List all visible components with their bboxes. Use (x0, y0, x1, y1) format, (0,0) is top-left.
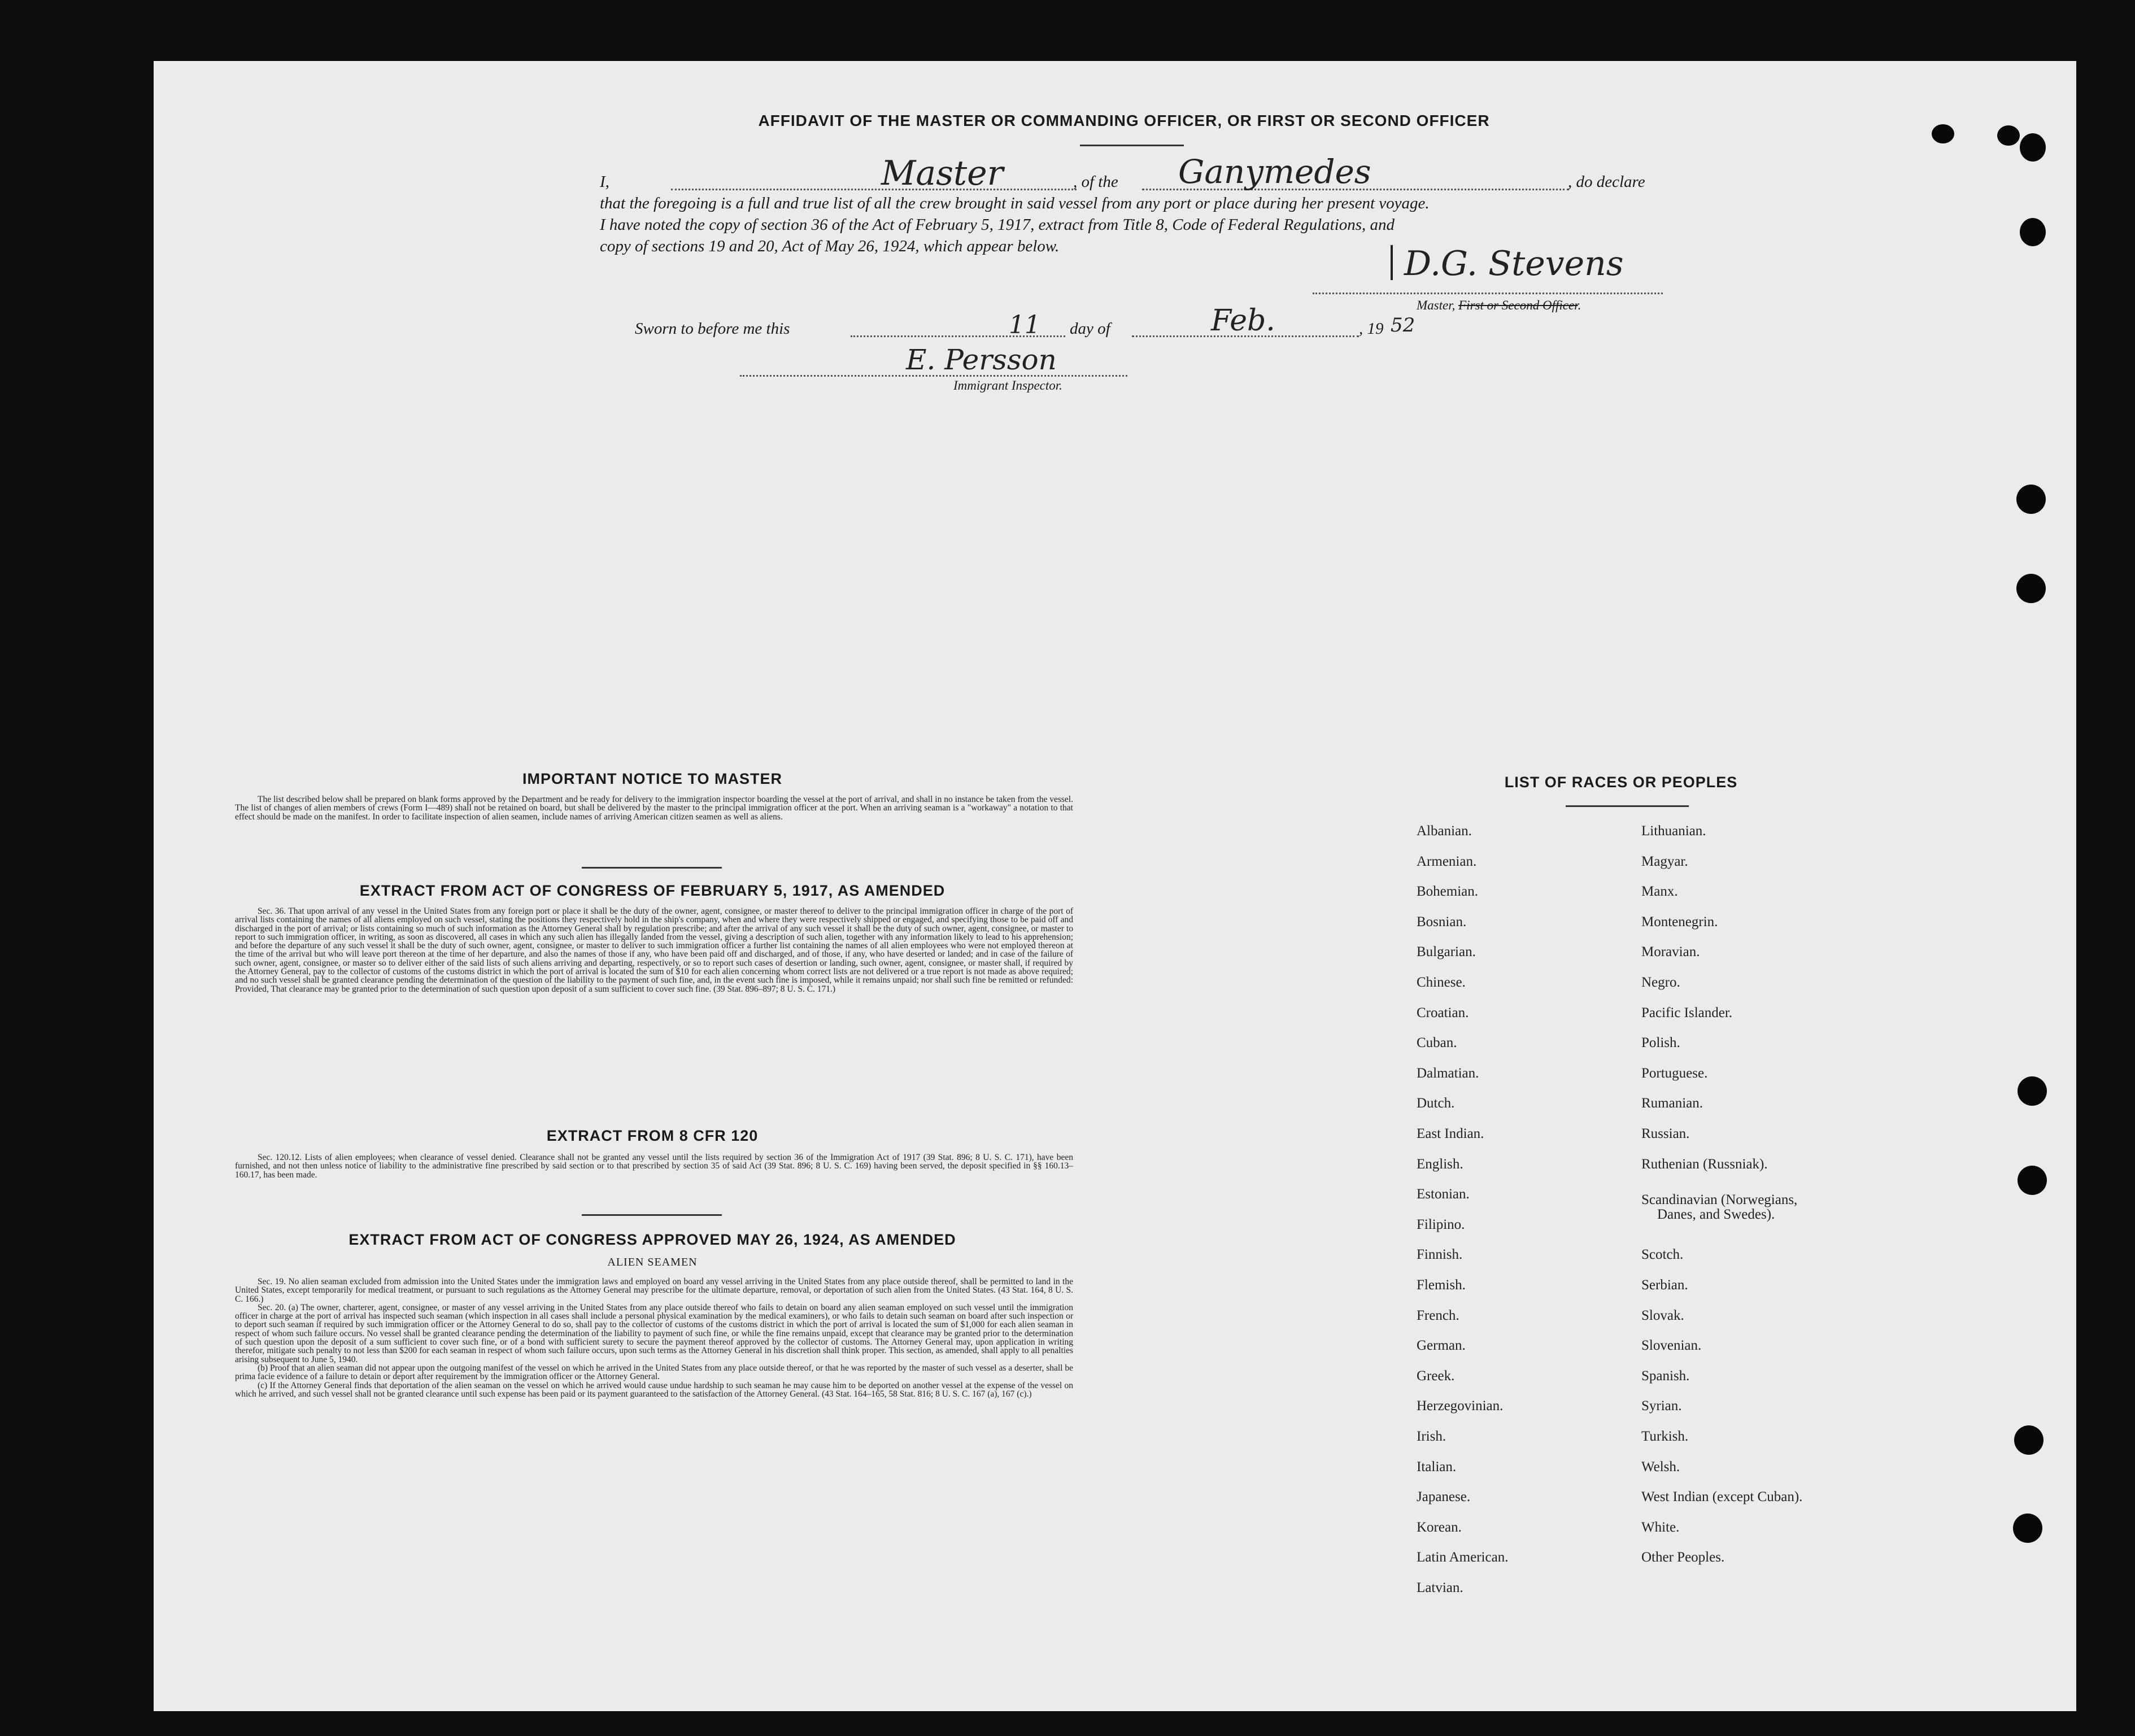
punch-hole (2020, 133, 2046, 162)
race-entry: French. (1417, 1307, 1459, 1323)
race-entry: Slovenian. (1641, 1338, 1702, 1354)
day-of-label: day of (1070, 320, 1110, 338)
race-entry: Lithuanian. (1641, 823, 1706, 839)
affidavit-line-4: copy of sections 19 and 20, Act of May 26, 1924, which appear below. (600, 237, 1060, 255)
divider (582, 867, 722, 869)
punch-hole (2020, 218, 2046, 246)
race-entry: Negro. (1641, 975, 1680, 990)
race-entry: Estonian. (1417, 1187, 1470, 1202)
sworn-month: Feb. (1211, 304, 1275, 338)
affidavit-title: AFFIDAVIT OF THE MASTER OR COMMANDING OFFICER, OR FIRST OR SECOND OFFICER (758, 112, 1490, 129)
signature-line (1313, 293, 1663, 294)
race-entry: Bohemian. (1417, 884, 1479, 900)
race-entry: English. (1417, 1156, 1463, 1172)
alien-seamen-subtitle: ALIEN SEAMEN (607, 1256, 698, 1268)
master-caption-suffix: . (1578, 298, 1581, 312)
inspector-caption: Immigrant Inspector. (953, 378, 1062, 392)
race-entry: Bosnian. (1417, 914, 1467, 930)
race-entry: Korean. (1417, 1519, 1462, 1535)
race-entry: Montenegrin. (1641, 914, 1718, 930)
extract-1917-body (235, 907, 1073, 993)
race-entry: Japanese. (1417, 1489, 1471, 1505)
punch-hole (2018, 1076, 2047, 1106)
punch-hole (2018, 1166, 2047, 1195)
race-entry: Polish. (1641, 1035, 1680, 1051)
race-entry: Herzegovinian. (1417, 1398, 1504, 1414)
race-entry: Cuban. (1417, 1035, 1457, 1051)
master-name: Master (881, 154, 1004, 193)
race-entry: East Indian. (1417, 1126, 1484, 1141)
race-entry: Danes, and Swedes). (1657, 1207, 1775, 1223)
race-entry: Serbian. (1641, 1277, 1688, 1293)
extract-1924-sec19: Sec. 19. No alien seaman excluded from admission into the United States under the immigration laws and employed on board any vessel arriving in the United States from any place outside thereof, shall be permitted to land in the United States, except temporarily for medical treatment, or pursuant to such regulations as the Attorney General may prescribe for the ultimate departure, removal, or deportation of such alien from the United States. (43 Stat. 164, 8 U. S. C. 166.) (235, 1277, 1073, 1304)
race-entry: Rumanian. (1641, 1096, 1703, 1111)
master-caption-prefix: Master, (1417, 298, 1459, 312)
extract-1924-body (235, 1277, 1073, 1398)
punch-hole (2016, 485, 2046, 514)
name-line (671, 189, 1077, 190)
sworn-day: 11 (1009, 311, 1040, 339)
race-entry: Ruthenian (Russniak). (1641, 1156, 1768, 1172)
race-entry: Turkish. (1641, 1429, 1689, 1444)
do-declare-label: , do declare (1568, 173, 1645, 191)
notice-paragraph: The list described below shall be prepared on blank forms approved by the Department and be ready for delivery to the immigration inspector boarding the vessel at the port of arrival, and shall in no instance be taken from the vessel. The list of changes of alien members of crews (Form I—489) shall not be retained on board, but shall be delivered by the master to the principal immigration officer at the port. When an arriving seaman is a "workaway" a notation to that effect should be made on the manifest. In order to facilitate inspection of alien seamen, include names of arriving American citizen seamen as well as aliens. (235, 795, 1073, 822)
race-entry: Dutch. (1417, 1096, 1455, 1111)
race-entry: Croatian. (1417, 1005, 1469, 1020)
race-entry: Pacific Islander. (1641, 1005, 1733, 1020)
race-entry: Scandinavian (Norwegians, (1641, 1192, 1798, 1208)
race-entry: Russian. (1641, 1126, 1690, 1141)
race-entry: Irish. (1417, 1429, 1446, 1444)
divider (1566, 805, 1689, 807)
race-entry: Flemish. (1417, 1277, 1466, 1293)
extract-cfr-title: EXTRACT FROM 8 CFR 120 (546, 1127, 759, 1144)
race-entry: White. (1641, 1519, 1680, 1535)
punch-hole (1932, 124, 1954, 143)
extract-1924-sec20c: (c) If the Attorney General finds that deportation of the alien seaman on the vessel on which he arrived would cause undue hardship to such seaman he may cause him to be deported on another vessel at the expense of the vessel on which he arrived, and such vessel shall not be granted clearance until such expense has been paid or its payment guaranteed to the satisfaction of the Attorney General. (43 Stat. 164–165, 58 Stat. 816; 8 U. S. C. 167 (a), 167 (c).) (235, 1380, 1073, 1399)
race-entry: Chinese. (1417, 975, 1466, 990)
sworn-label: Sworn to before me this (635, 320, 790, 338)
affidavit-line-2: that the foregoing is a full and true list of all the crew brought in said vessel from any port or place during her present voyage. (600, 194, 1430, 212)
affidavit-line-3: I have noted the copy of section 36 of the Act of February 5, 1917, extract from Title 8, Code of Federal Regulations, and (600, 216, 1395, 234)
race-entry: Other Peoples. (1641, 1550, 1725, 1565)
race-entry: Welsh. (1641, 1459, 1680, 1475)
vessel-name: Ganymedes (1178, 152, 1371, 191)
extract-1917-title: EXTRACT FROM ACT OF CONGRESS OF FEBRUARY 5, 1917, AS AMENDED (359, 882, 945, 899)
extract-1924-sec20b: (b) Proof that an alien seaman did not appear upon the outgoing manifest of the vessel on which he arrived in the United States from any place outside thereof, or that he was reported by the master of such vessel as a deserter, shall be prima facie evidence of a failure to detain or deport after requirement by the immigration officer or the Attorney General. (235, 1363, 1073, 1382)
struck-officer-text: First or Second Officer (1458, 298, 1578, 312)
race-entry: Slovak. (1641, 1307, 1684, 1323)
of-the-label: , of the (1073, 173, 1118, 191)
master-caption (1417, 298, 1581, 313)
notice-body (235, 795, 1073, 821)
divider (1080, 145, 1184, 146)
extract-1924-title: EXTRACT FROM ACT OF CONGRESS APPROVED MAY 26, 1924, AS AMENDED (348, 1231, 956, 1248)
race-entry: Spanish. (1641, 1368, 1690, 1384)
race-entry: Latvian. (1417, 1580, 1463, 1595)
race-entry: Greek. (1417, 1368, 1455, 1384)
race-entry: Moravian. (1641, 944, 1700, 960)
extract-1924-sec20a: Sec. 20. (a) The owner, charterer, agent, consignee, or master of any vessel arriving in the United States from any place outside thereof who fails to detain on board any alien seaman employed on such vessel until the immigration officer in charge at the port of arrival has inspected such seaman (which inspection in all cases shall include a personal physical examination by the medical examiners), or who fails to detain such seaman on board after such inspection or to deport such seaman if required by such immigration officer or the Attorney General to do so, shall pay to the collector of customs of the customs district in which the port of arrival is located the sum of $1,000 for each alien seaman in respect of whom such failure occurs. No vessel shall be granted clearance pending the determination of the liability to payment of such fine, or while the fine remains unpaid, except that clearance may be granted prior to the determination of such question upon the deposit of a sum sufficient to cover such fine, or of a bond with sufficient surety to secure the payment thereof approved by the collector of customs. The Attorney General may, upon application in writing therefor, mitigate such penalty to not less than $200 for each seaman in respect of whom such failure occurs, upon such terms as the Attorney General in his discretion shall think proper. This section, as amended, shall apply to all penalties arising subsequent to June 5, 1940. (235, 1302, 1073, 1364)
year-prefix: , 19 (1359, 320, 1384, 338)
sworn-year: 52 (1391, 314, 1415, 337)
race-entry: Bulgarian. (1417, 944, 1476, 960)
punch-hole (2013, 1513, 2042, 1543)
inspector-signature: E. Persson (906, 343, 1057, 376)
race-entry: Manx. (1641, 884, 1678, 900)
extract-cfr-paragraph: Sec. 120.12. Lists of alien employees; when clearance of vessel denied. Clearance shall not be granted any vessel until the lists required by section 36 of the Immigration Act of 1917 (39 Stat. 896; 8 U. S. C. 171), have been furnished, and not then unless notice of liability to the administrative fine prescribed by said section or to that prescribed by section 35 of said Act (39 Stat. 896; 8 U. S. C. 169) having been served, the deposit specified in §§ 160.13–160.17, has been made. (235, 1153, 1073, 1180)
extract-1917-paragraph: Sec. 36. That upon arrival of any vessel in the United States from any foreign port or place it shall be the duty of the owner, agent, consignee, or master thereof to deliver to the principal immigration officer in charge of the port of arrival lists containing the names of all aliens employed on such vessel, stating the positions they respectively hold in the ship's company, when and where they were respectively shipped or engaged, and specifying those to be paid off and discharged in the port of arrival; or lists containing so much of such information as the Attorney General shall by regulation prescribe; and after the arrival of any such vessel it shall be the duty of such owner, agent, consignee, or master to report to such immigration officer, in writing, as soon as discovered, all cases in which any such alien has illegally landed from the vessel, giving a description of such alien, together with any information likely to lead to his apprehension; and before the departure of any such vessel it shall be the duty of such owner, agent, consignee, or master to deliver to such immigration officer a further list containing the names of all alien employees who were not employed thereon at the time of the arrival but who will leave port thereon at the time of her departure, and also the names of those if any, who have been paid off and discharged, and of those, if any, who have deserted or landed; and in case of the failure of such owner, agent, consignee, or master so to deliver either of the said lists of such aliens arriving and departing, respectively, or so to report such cases of desertion or landing, such owner, agent, consignee, or master shall, if required by the Attorney General, pay to the collector of customs of the customs district in which the port of arrival is located the sum of $10 for each alien concerning whom correct lists are not delivered or a true report is not made as above required; and no such vessel shall be granted clearance pending the determination of the question of the liability to the payment of such fine, and, in the event such fine is imposed, while it remains unpaid; nor shall such fine be remitted or refunded: Provided, That clearance may be granted prior to the determination of such question upon deposit of a sum sufficient to cover such fine. (39 Stat. 896–897; 8 U. S. C. 171.) (235, 906, 1073, 994)
race-entry: Filipino. (1417, 1216, 1465, 1232)
race-entry: Syrian. (1641, 1398, 1682, 1414)
race-entry: Albanian. (1417, 823, 1472, 839)
race-entry: Portuguese. (1641, 1065, 1708, 1081)
race-entry: Finnish. (1417, 1247, 1463, 1263)
affidavit-i-label: I, (600, 173, 609, 191)
race-entry: Latin American. (1417, 1550, 1509, 1565)
race-entry: Italian. (1417, 1459, 1457, 1475)
divider (582, 1214, 722, 1216)
punch-hole (2016, 574, 2046, 603)
master-signature: D.G. Stevens (1404, 244, 1624, 283)
race-entry: West Indian (except Cuban). (1641, 1489, 1803, 1505)
race-entry: German. (1417, 1338, 1466, 1354)
race-entry: Scotch. (1641, 1247, 1684, 1263)
race-entry: Armenian. (1417, 853, 1477, 869)
punch-hole (2014, 1425, 2043, 1455)
punch-hole (1997, 125, 2020, 146)
race-entry: Dalmatian. (1417, 1065, 1479, 1081)
notice-title: IMPORTANT NOTICE TO MASTER (522, 770, 782, 787)
race-entry: Magyar. (1641, 853, 1688, 869)
races-title: LIST OF RACES OR PEOPLES (1504, 774, 1738, 791)
extract-cfr-body (235, 1153, 1073, 1179)
signature-tick (1391, 245, 1393, 280)
